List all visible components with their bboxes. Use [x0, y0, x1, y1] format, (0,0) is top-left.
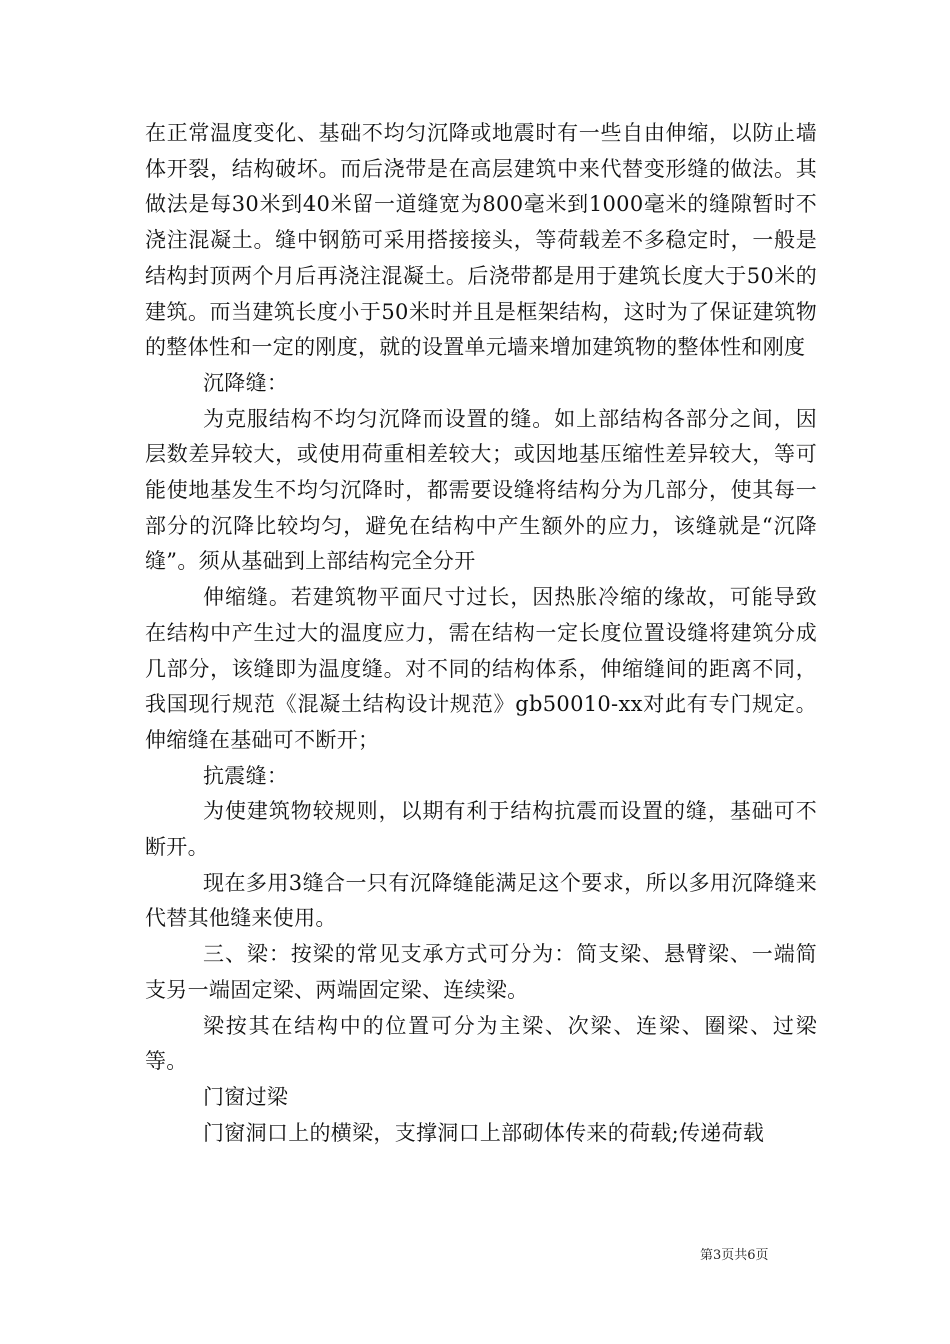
document-body	[145, 116, 817, 1151]
paragraph-three-joints-combined: 现在多用3缝合一只有沉降缝能满足这个要求，所以多用沉降缝来代替其他缝来使用。	[145, 870, 817, 931]
paragraph-beam-support-types: 三、梁：按梁的常见支承方式可分为：简支梁、悬臂梁、一端简支另一端固定梁、两端固定梁、连续梁。	[145, 942, 817, 1002]
paragraph-settlement-joint: 为克服结构不均匀沉降而设置的缝。如上部结构各部分之间，因层数差异较大，或使用荷重相差较大；或因地基压缩性差异较大，等可能使地基发生不均匀沉降时，都需要设缝将结构分为几部分，使其每一部分的沉降比较均匀，避免在结构中产生额外的应力，该缝就是“沉降缝”。须从基础到上部结构完全分开	[145, 406, 817, 574]
paragraph-lintel: 门窗洞口上的横梁，支撑洞口上部砌体传来的荷载;传递荷载	[203, 1120, 765, 1145]
heading-seismic-joint: 抗震缝：	[203, 763, 289, 788]
paragraph-continued-deformation-joints: 在正常温度变化、基础不均匀沉降或地震时有一些自由伸缩，以防止墙体开裂，结构破坏。而后浇带是在高层建筑中来代替变形缝的做法。其做法是每30米到40米留一道缝宽为800毫米到1000毫米的缝隙暂时不浇注混凝土。缝中钢筋可采用搭接接头，等荷载差不多稳定时，一般是结构封顶两个月后再浇注混凝土。后浇带都是用于建筑长度大于50米的建筑。而当建筑长度小于50米时并且是框架结构，这时为了保证建筑物的整体性和一定的刚度，就的设置单元墙来增加建筑物的整体性和刚度	[145, 121, 817, 360]
heading-settlement-joint: 沉降缝：	[203, 370, 289, 395]
paragraph-expansion-joint: 伸缩缝。若建筑物平面尺寸过长，因热胀冷缩的缘故，可能导致在结构中产生过大的温度应力，需在结构一定长度位置设缝将建筑分成几部分，该缝即为温度缝。对不同的结构体系，伸缩缝间的距离不同，我国现行规范《混凝土结构设计规范》gb50010-xx对此有专门规定。伸缩缝在基础可不断开；	[145, 585, 817, 752]
heading-lintel: 门窗过梁	[203, 1084, 289, 1109]
paragraph-seismic-joint: 为使建筑物较规则，以期有利于结构抗震而设置的缝，基础可不断开。	[145, 799, 817, 860]
page-number-footer: 第3页共6页	[700, 1248, 769, 1263]
paragraph-beam-positions: 梁按其在结构中的位置可分为主梁、次梁、连梁、圈梁、过梁等。	[145, 1013, 817, 1074]
